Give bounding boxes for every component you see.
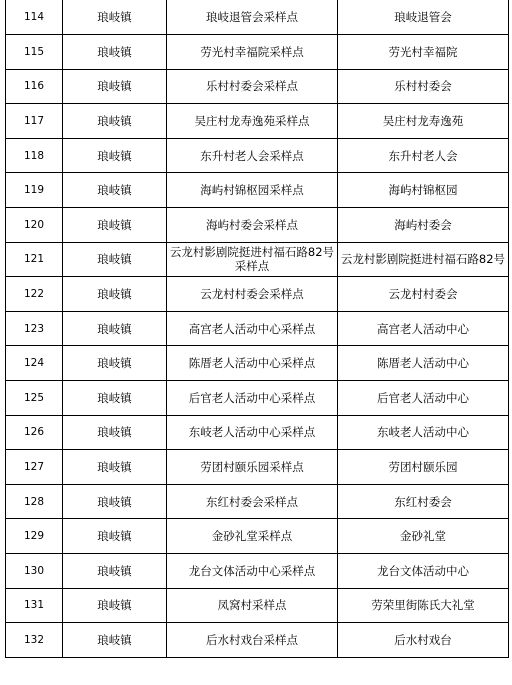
- row-number: 129: [6, 519, 63, 554]
- row-number: 116: [6, 69, 63, 104]
- sampling-address: 琅岐退管会: [338, 0, 509, 35]
- table-row: [6, 35, 509, 70]
- sampling-point-name: 海屿村锦枢园采样点: [167, 173, 338, 208]
- town-name: 琅岐镇: [63, 69, 167, 104]
- row-number: 121: [6, 242, 63, 277]
- town-name: 琅岐镇: [63, 484, 167, 519]
- row-number: 131: [6, 588, 63, 623]
- table-row: [6, 381, 509, 416]
- sampling-address: 龙台文体活动中心: [338, 554, 509, 589]
- sampling-point-name: 陈厝老人活动中心采样点: [167, 346, 338, 381]
- sampling-address: 劳光村幸福院: [338, 35, 509, 70]
- sampling-point-name: 乐村村委会采样点: [167, 69, 338, 104]
- sampling-address: 劳荣里街陈氏大礼堂: [338, 588, 509, 623]
- town-name: 琅岐镇: [63, 35, 167, 70]
- sampling-address: 后官老人活动中心: [338, 381, 509, 416]
- town-name: 琅岐镇: [63, 208, 167, 243]
- table-row: [6, 450, 509, 485]
- town-name: 琅岐镇: [63, 138, 167, 173]
- town-name: 琅岐镇: [63, 415, 167, 450]
- town-name: 琅岐镇: [63, 554, 167, 589]
- row-number: 120: [6, 208, 63, 243]
- sampling-point-name: 云龙村村委会采样点: [167, 277, 338, 312]
- table-row: [6, 519, 509, 554]
- sampling-point-name: 东升村老人会采样点: [167, 138, 338, 173]
- sampling-address: 后水村戏台: [338, 623, 509, 658]
- row-number: 124: [6, 346, 63, 381]
- sampling-point-name: 金砂礼堂采样点: [167, 519, 338, 554]
- town-name: 琅岐镇: [63, 104, 167, 139]
- table-row: [6, 484, 509, 519]
- sampling-address: 东升村老人会: [338, 138, 509, 173]
- town-name: 琅岐镇: [63, 381, 167, 416]
- table-row: [6, 173, 509, 208]
- town-name: 琅岐镇: [63, 588, 167, 623]
- row-number: 127: [6, 450, 63, 485]
- town-name: 琅岐镇: [63, 346, 167, 381]
- table-row: [6, 138, 509, 173]
- sampling-point-name: 高宫老人活动中心采样点: [167, 311, 338, 346]
- table-row: [6, 242, 509, 277]
- row-number: 126: [6, 415, 63, 450]
- town-name: 琅岐镇: [63, 173, 167, 208]
- table-row: [6, 208, 509, 243]
- sampling-address: 海屿村锦枢园: [338, 173, 509, 208]
- town-name: 琅岐镇: [63, 623, 167, 658]
- town-name: 琅岐镇: [63, 277, 167, 312]
- table-row: [6, 346, 509, 381]
- sampling-point-name: 劳团村颐乐园采样点: [167, 450, 338, 485]
- sampling-address: 吴庄村龙寿逸苑: [338, 104, 509, 139]
- sampling-point-name: 琅岐退管会采样点: [167, 0, 338, 35]
- table-row: [6, 623, 509, 658]
- table-row: [6, 0, 509, 35]
- table-row: [6, 554, 509, 589]
- sampling-point-name: 凤窝村采样点: [167, 588, 338, 623]
- row-number: 117: [6, 104, 63, 139]
- row-number: 119: [6, 173, 63, 208]
- table-row: [6, 69, 509, 104]
- sampling-address: 金砂礼堂: [338, 519, 509, 554]
- sampling-address: 东岐老人活动中心: [338, 415, 509, 450]
- sampling-address: 乐村村委会: [338, 69, 509, 104]
- row-number: 122: [6, 277, 63, 312]
- sampling-point-name: 云龙村影剧院挺进村福石路82号采样点: [167, 242, 338, 277]
- sampling-point-name: 龙台文体活动中心采样点: [167, 554, 338, 589]
- sampling-address: 劳团村颐乐园: [338, 450, 509, 485]
- row-number: 118: [6, 138, 63, 173]
- town-name: 琅岐镇: [63, 311, 167, 346]
- sampling-address: 东红村委会: [338, 484, 509, 519]
- row-number: 114: [6, 0, 63, 35]
- table-row: [6, 104, 509, 139]
- sampling-address: 海屿村委会: [338, 208, 509, 243]
- table-body: [6, 0, 509, 657]
- sampling-point-name: 东岐老人活动中心采样点: [167, 415, 338, 450]
- sampling-point-name: 后水村戏台采样点: [167, 623, 338, 658]
- sampling-point-name: 后官老人活动中心采样点: [167, 381, 338, 416]
- table-row: [6, 588, 509, 623]
- town-name: 琅岐镇: [63, 450, 167, 485]
- sampling-point-name: 海屿村委会采样点: [167, 208, 338, 243]
- sampling-point-name: 东红村委会采样点: [167, 484, 338, 519]
- row-number: 132: [6, 623, 63, 658]
- row-number: 125: [6, 381, 63, 416]
- row-number: 130: [6, 554, 63, 589]
- town-name: 琅岐镇: [63, 0, 167, 35]
- table-row: [6, 311, 509, 346]
- town-name: 琅岐镇: [63, 242, 167, 277]
- row-number: 128: [6, 484, 63, 519]
- row-number: 115: [6, 35, 63, 70]
- sampling-point-name: 劳光村幸福院采样点: [167, 35, 338, 70]
- sampling-address: 云龙村村委会: [338, 277, 509, 312]
- table-row: [6, 277, 509, 312]
- table-row: [6, 415, 509, 450]
- sampling-address: 高宫老人活动中心: [338, 311, 509, 346]
- sampling-sites-table: [5, 0, 509, 658]
- town-name: 琅岐镇: [63, 519, 167, 554]
- sampling-address: 云龙村影剧院挺进村福石路82号: [338, 242, 509, 277]
- sampling-address: 陈厝老人活动中心: [338, 346, 509, 381]
- row-number: 123: [6, 311, 63, 346]
- sampling-point-name: 吴庄村龙寿逸苑采样点: [167, 104, 338, 139]
